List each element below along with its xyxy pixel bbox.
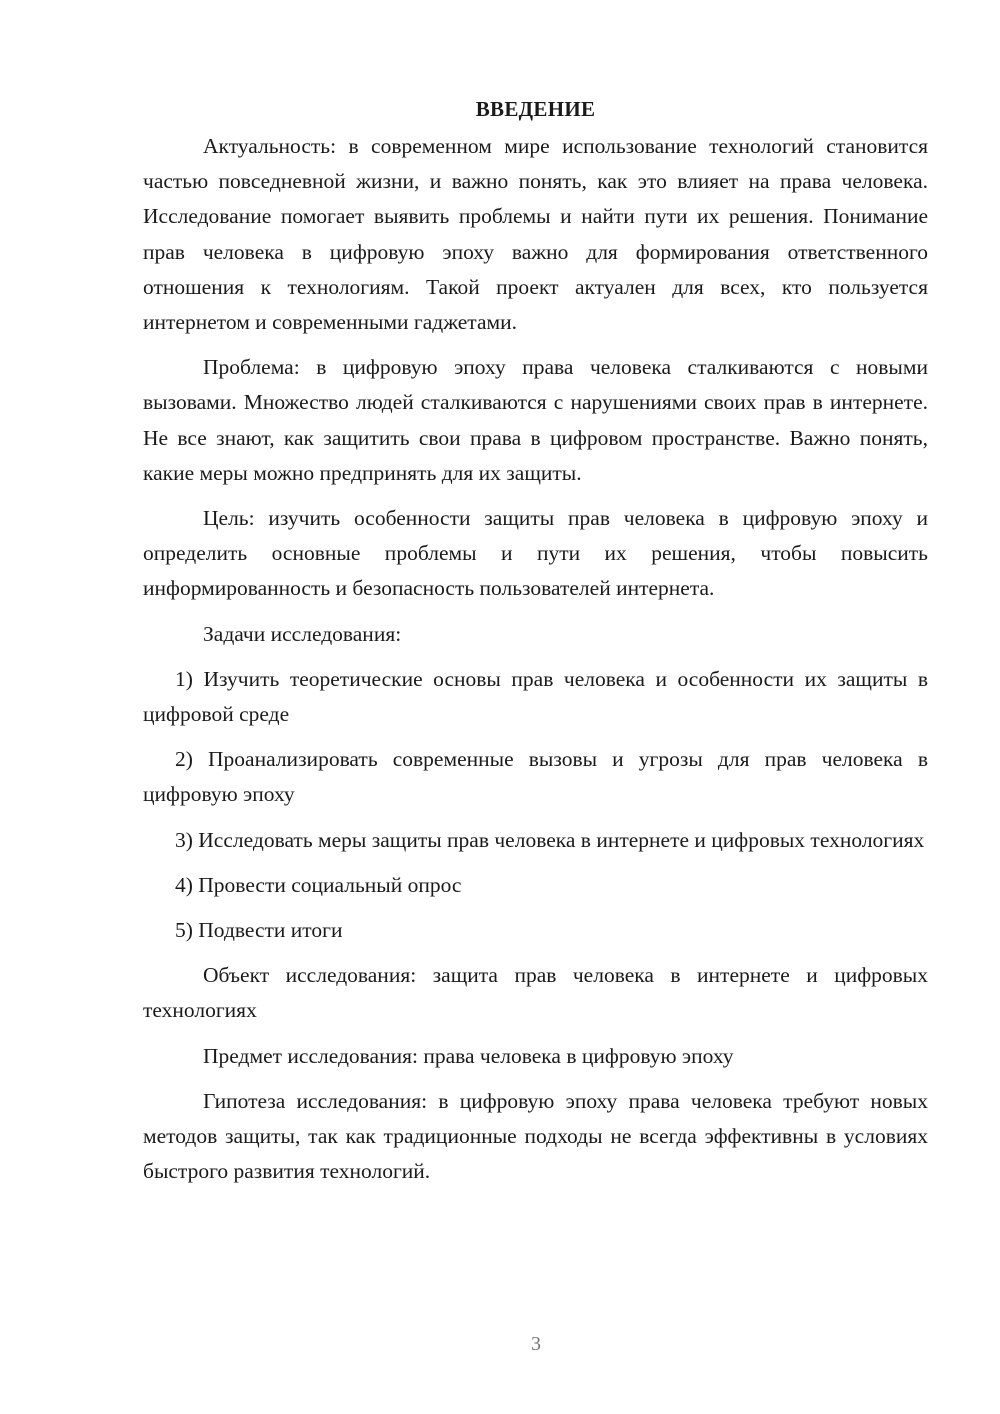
task-item: 1) Изучить теоретические основы прав человека и особенности их защиты в цифровой среде — [143, 666, 928, 727]
paragraph-object: Объект исследования: защита прав человека в интернете и цифровых технологиях — [143, 963, 928, 1023]
paragraph-relevance: Актуальность: в современном мире использование технологий становится частью повседневной жизни, и важно понять, как это влияет на права человека. Исследование помогает выявить проблемы и найти пути их решения. Понимание прав человека в цифровую эпоху важно для формирования ответственного отношения к технологиям. Такой проект актуален для всех, кто пользуется интернетом и современными гаджетами. — [143, 134, 928, 335]
page-title: ВВЕДЕНИЕ — [475, 97, 596, 121]
paragraph-hypothesis: Гипотеза исследования: в цифровую эпоху права человека требуют новых методов защиты, так как традиционные подходы не всегда эффективны в условиях быстрого развития технологий. — [143, 1088, 928, 1184]
document-page — [143, 92, 928, 1199]
paragraph-goal: Цель: изучить особенности защиты прав человека в цифровую эпоху и определить основные проблемы и пути их решения, чтобы повысить информированность и безопасность пользователей интернета. — [143, 506, 928, 601]
task-item: 4) Провести социальный опрос — [175, 872, 462, 897]
paragraph-problem: Проблема: в цифровую эпоху права человека сталкиваются с новыми вызовами. Множество людей сталкиваются с нарушениями своих прав в интернете. Не все знают, как защитить свои права в цифровом пространстве. Важно понять, какие меры можно предпринять для их защиты. — [143, 355, 928, 485]
task-item: 3) Исследовать меры защиты прав человека в интернете и цифровых технологиях — [175, 827, 925, 852]
paragraph-subject: Предмет исследования: права человека в цифровую эпоху — [203, 1043, 734, 1068]
task-item: 2) Проанализировать современные вызовы и угрозы для прав человека в цифровую эпоху — [143, 747, 928, 807]
task-item: 5) Подвести итоги — [175, 918, 343, 943]
page-number: 3 — [531, 1333, 541, 1355]
tasks-heading: Задачи исследования: — [203, 621, 402, 646]
